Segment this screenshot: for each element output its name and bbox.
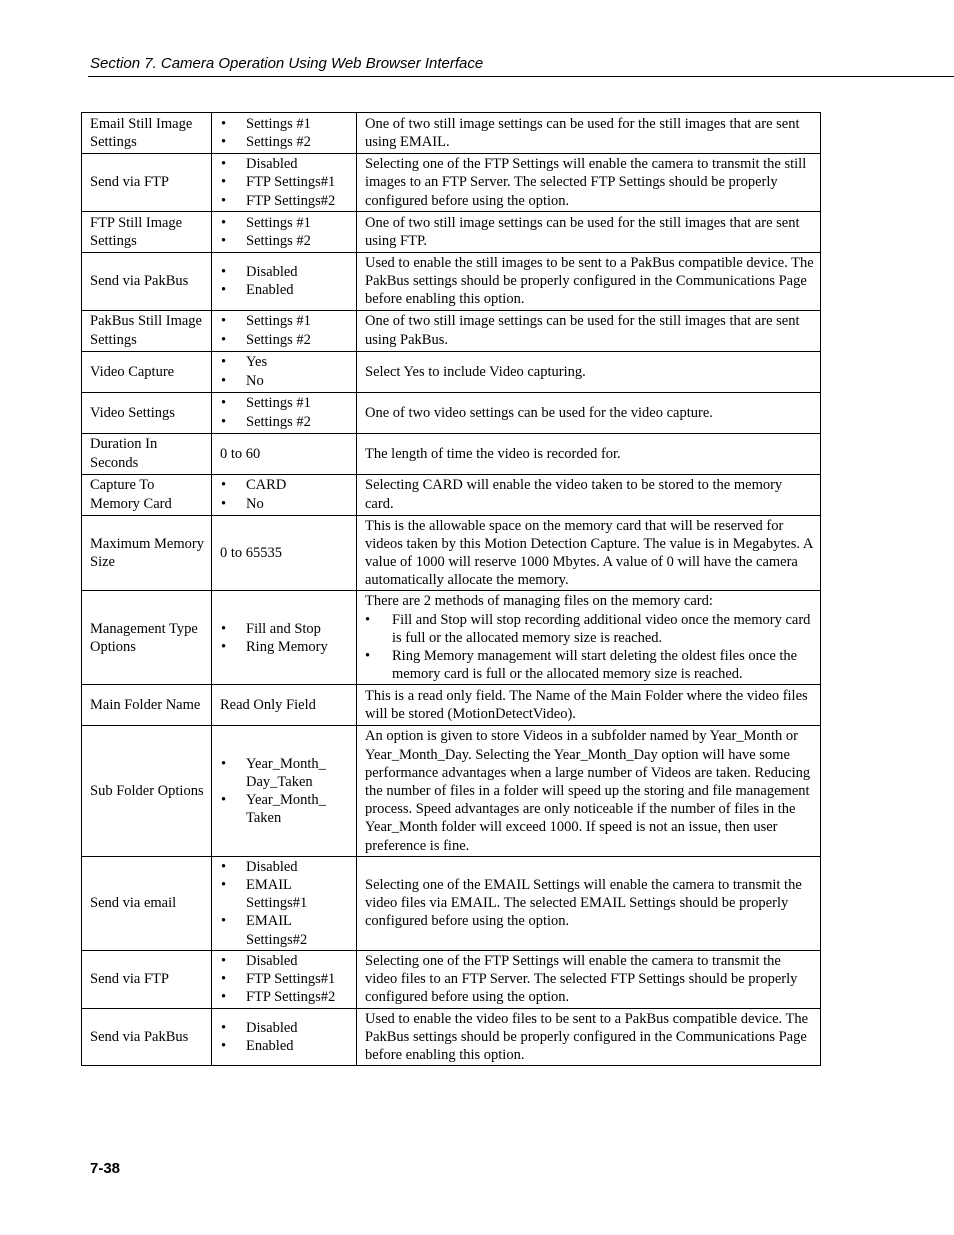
table-row [82, 591, 821, 685]
option-item: • Settings #2 [220, 331, 350, 349]
setting-description: Selecting one of the FTP Settings will enable the camera to transmit the video files to an FTP Server. The selected FTP Settings should be properly configured before using the option. [357, 950, 821, 1008]
table-row [82, 351, 821, 392]
option-item: • Settings #2 [220, 232, 350, 250]
table-row [82, 392, 821, 433]
option-item: • No [220, 495, 350, 513]
option-item: • Settings #1 [220, 214, 350, 232]
setting-options [212, 392, 357, 433]
setting-name: FTP Still Image Settings [82, 212, 212, 253]
setting-name: Send via email [82, 856, 212, 950]
option-item: • Enabled [220, 1037, 350, 1055]
setting-options [212, 856, 357, 950]
table-row [82, 310, 821, 351]
setting-name: Send via FTP [82, 154, 212, 212]
option-item: • Settings #1 [220, 394, 350, 412]
setting-options [212, 1008, 357, 1066]
setting-value: Read Only Field [212, 685, 357, 726]
setting-name: Email Still Image Settings [82, 113, 212, 154]
section-header: Section 7. Camera Operation Using Web Browser Interface [90, 55, 484, 72]
setting-options [212, 154, 357, 212]
setting-options [212, 950, 357, 1008]
option-item: • EMAIL Settings#1 [220, 876, 350, 912]
setting-description: One of two still image settings can be used for the still images that are sent using PakBus. [357, 310, 821, 351]
table-row [82, 433, 821, 474]
table-row [82, 253, 821, 311]
setting-name: Capture To Memory Card [82, 474, 212, 515]
option-item: • CARD [220, 476, 350, 494]
setting-name: Video Capture [82, 351, 212, 392]
setting-name: Send via PakBus [82, 253, 212, 311]
option-item: • FTP Settings#2 [220, 192, 350, 210]
option-item: • Settings #2 [220, 133, 350, 151]
setting-description: One of two still image settings can be used for the still images that are sent using FTP. [357, 212, 821, 253]
table-row [82, 474, 821, 515]
option-item: • Yes [220, 353, 350, 371]
setting-description: An option is given to store Videos in a subfolder named by Year_Month or Year_Month_Day. Selecting the Year_Month_Day option will have some performance advantages when a large number of Videos are taken. Reducing the number of files in a folder will speed up the storing and file management process. Speed advantages are only noticeable if the number of files in the Year_Month folder will exceed 1000. If speed is not an issue, then user preference is fine. [357, 726, 821, 856]
option-item: • FTP Settings#2 [220, 988, 350, 1006]
setting-options [212, 113, 357, 154]
table-row [82, 1008, 821, 1066]
option-item: • Settings #2 [220, 413, 350, 431]
option-item: • No [220, 372, 350, 390]
setting-value: 0 to 65535 [212, 515, 357, 591]
page-number: 7-38 [90, 1160, 121, 1177]
setting-description: Selecting CARD will enable the video taken to be stored to the memory card. [357, 474, 821, 515]
setting-description: Select Yes to include Video capturing. [357, 351, 821, 392]
option-item: • Disabled [220, 263, 350, 281]
setting-options [212, 310, 357, 351]
option-item: • Settings #1 [220, 115, 350, 133]
setting-options [212, 726, 357, 856]
setting-name: Main Folder Name [82, 685, 212, 726]
table-row [82, 154, 821, 212]
setting-options [212, 591, 357, 685]
table-row [82, 950, 821, 1008]
setting-name: Sub Folder Options [82, 726, 212, 856]
option-item: • FTP Settings#1 [220, 173, 350, 191]
setting-description: This is the allowable space on the memory card that will be reserved for videos taken by this Motion Detection Capture. The value is in Megabytes. A value of 1000 will reserve 1000 Mbytes. A value of 0 will have the camera automatically allocate the memory. [357, 515, 821, 591]
setting-name: Send via FTP [82, 950, 212, 1008]
setting-name: PakBus Still Image Settings [82, 310, 212, 351]
setting-name: Management Type Options [82, 591, 212, 685]
header-rule [88, 76, 954, 77]
option-item: • Disabled [220, 1019, 350, 1037]
description-intro: There are 2 methods of managing files on the memory card: [365, 593, 713, 610]
option-item: • FTP Settings#1 [220, 970, 350, 988]
option-item: • Enabled [220, 281, 350, 299]
setting-description: This is a read only field. The Name of the Main Folder where the video files will be stored (MotionDetectVideo). [357, 685, 821, 726]
settings-table [81, 112, 821, 1066]
setting-options [212, 253, 357, 311]
setting-description: Selecting one of the EMAIL Settings will enable the camera to transmit the video files via EMAIL. The selected EMAIL Settings should be properly configured before using the option. [357, 856, 821, 950]
table-row [82, 515, 821, 591]
option-item: • Ring Memory [220, 638, 350, 656]
option-item: • Disabled [220, 155, 350, 173]
option-item: • Year_Month_ Day_Taken [220, 755, 350, 791]
setting-description: One of two video settings can be used for the video capture. [357, 392, 821, 433]
setting-options [212, 351, 357, 392]
option-item: • Fill and Stop [220, 620, 350, 638]
setting-name: Maximum Memory Size [82, 515, 212, 591]
table-row [82, 685, 821, 726]
setting-options [212, 212, 357, 253]
option-item: • EMAIL Settings#2 [220, 912, 350, 948]
setting-description: Selecting one of the FTP Settings will enable the camera to transmit the still images to an FTP Server. The selected FTP Settings should be properly configured before using the option. [357, 154, 821, 212]
description-bullet: • Fill and Stop will stop recording additional video once the memory card is full or the allocated memory size is reached. [365, 611, 814, 647]
table-row [82, 856, 821, 950]
setting-value: 0 to 60 [212, 433, 357, 474]
option-item: • Disabled [220, 858, 350, 876]
setting-description: One of two still image settings can be used for the still images that are sent using EMAIL. [357, 113, 821, 154]
setting-name: Duration In Seconds [82, 433, 212, 474]
setting-description: The length of time the video is recorded for. [357, 433, 821, 474]
option-item: • Settings #1 [220, 312, 350, 330]
description-bullet: • Ring Memory management will start deleting the oldest files once the memory card is full or the allocated memory size is reached. [365, 647, 814, 683]
setting-name: Video Settings [82, 392, 212, 433]
table-row [82, 726, 821, 856]
option-item: • Disabled [220, 952, 350, 970]
setting-description [357, 591, 821, 685]
setting-name: Send via PakBus [82, 1008, 212, 1066]
setting-description: Used to enable the video files to be sent to a PakBus compatible device. The PakBus settings should be properly configured in the Communications Page before enabling this option. [357, 1008, 821, 1066]
table-row [82, 212, 821, 253]
option-item: • Year_Month_ Taken [220, 791, 350, 827]
table-row [82, 113, 821, 154]
setting-options [212, 474, 357, 515]
setting-description: Used to enable the still images to be sent to a PakBus compatible device. The PakBus settings should be properly configured in the Communications Page before enabling this option. [357, 253, 821, 311]
